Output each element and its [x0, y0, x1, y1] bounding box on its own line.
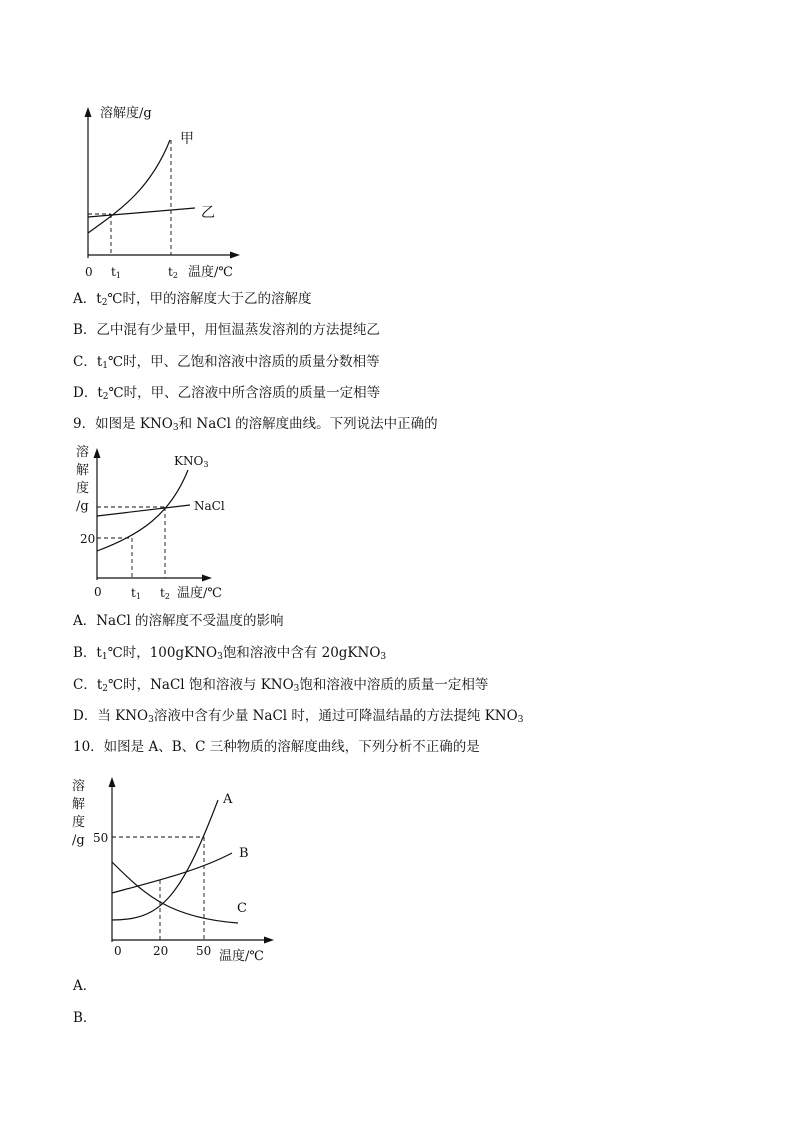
y-axis-arrow-icon [109, 777, 116, 787]
t2-label: t2 [168, 265, 178, 280]
x-axis-label: 温度/℃ [177, 586, 222, 601]
nacl-label: NaCl [194, 499, 225, 513]
kno3-label: KNO3 [174, 454, 209, 469]
q9-option-b: B．$t_1℃$时，100gKNO$_3$饱和溶液中含有 20gKNO$_3$ [73, 645, 387, 662]
q9-stem: 9．如图是 $KNO_3$和 NaCl 的溶解度曲线。下列说法中正确的 [73, 416, 438, 433]
y-tick-20: 20 [80, 532, 96, 546]
x-tick-20: 20 [153, 944, 169, 958]
y-tick-50: 50 [93, 831, 109, 845]
q8-option-c: C．$t_1℃$时，甲、乙饱和溶液中溶质的质量分数相等 [73, 354, 380, 371]
x-axis-label: 温度/℃ [188, 265, 233, 280]
q10-option-b: B． [73, 1010, 97, 1026]
curve-c [112, 862, 238, 923]
x-tick-50: 50 [196, 944, 212, 958]
series-a-label: A [223, 792, 233, 807]
t1-label: t1 [111, 265, 121, 280]
y-label-4: /g [72, 833, 85, 848]
y-label-2: 解 [76, 463, 90, 478]
series-jia-label: 甲 [180, 131, 194, 147]
origin-label: 0 [94, 585, 102, 599]
t1-label: t1 [131, 586, 141, 601]
origin-label: 0 [85, 265, 93, 279]
y-label-4: /g [76, 499, 89, 514]
q9-option-c: C．$t_2℃$时，NaCl 饱和溶液与 $KNO_3$饱和溶液中溶质的质量一定相等 [73, 677, 489, 694]
q10-stem: 10．如图是 A、B、C 三种物质的溶解度曲线，下列分析不正确的是 [73, 739, 480, 755]
q8-option-a: A．$t_2℃$时，甲的溶解度大于乙的溶解度 [73, 291, 312, 308]
curve-b [112, 853, 232, 893]
x-axis-arrow-icon [264, 937, 274, 944]
y-label-1: 溶 [72, 779, 86, 794]
series-yi-label: 乙 [201, 205, 215, 221]
y-label-3: 度 [72, 815, 86, 830]
y-label-3: 度 [76, 481, 90, 496]
y-axis-label: 溶解度/g [100, 106, 152, 121]
series-b-label: B [239, 846, 249, 861]
t2-label: t2 [160, 586, 170, 601]
q9-option-d: D．当 $KNO_3$溶液中含有少量 NaCl 时，通过可降温结晶的方法提纯 $KNO_3$ [73, 708, 524, 725]
series-c-label: C [237, 901, 247, 916]
q8-option-b: B．乙中混有少量甲，用恒温蒸发溶剂的方法提纯乙 [73, 322, 380, 338]
q8-option-d: D．$t_2℃$时，甲、乙溶液中所含溶质的质量一定相等 [73, 385, 381, 402]
curve-a [112, 800, 218, 920]
q9-option-a: A．NaCl 的溶解度不受温度的影响 [73, 613, 284, 629]
q10-option-a: A． [73, 978, 97, 994]
y-label-2: 解 [72, 797, 86, 812]
x-tick-0: 0 [114, 944, 122, 958]
y-label-1: 溶 [76, 445, 90, 460]
x-axis-label: 温度/℃ [219, 949, 264, 964]
